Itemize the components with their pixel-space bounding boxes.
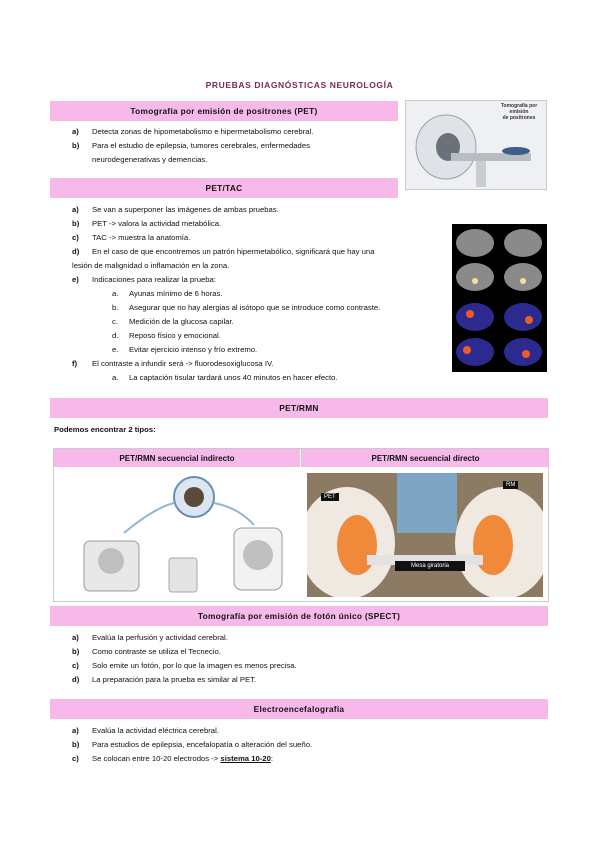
sub-list-item: b. Asegurar que no hay alergias al isótopo que se introduce como contraste. [112, 303, 381, 312]
photo-label-pet: PET [321, 493, 339, 501]
section-heading-eeg: Electroencefalografía [50, 699, 548, 719]
document-title: PRUEBAS DIAGNÓSTICAS NEUROLOGÍA [205, 80, 394, 90]
table-header-indirect: PET/RMN secuencial indirecto [54, 449, 300, 467]
spect-list [72, 631, 492, 687]
sistema-10-20-link[interactable]: sistema 10-20 [220, 754, 271, 763]
eeg-list [72, 724, 492, 766]
pet-rmn-intro: Podemos encontrar 2 tipos: [54, 425, 156, 434]
list-item: a) Evalúa la actividad eléctrica cerebral. [72, 726, 219, 735]
list-item: b) Para el estudio de epilepsia, tumores cerebrales, enfermedades [72, 141, 310, 150]
list-item: lesión de malignidad o inflamación en la zona. [72, 261, 230, 270]
list-item: b) PET -> valora la actividad metabólica. [72, 219, 222, 228]
sub-list-item: c. Medición de la glucosa capilar. [112, 317, 234, 326]
photo-label-rm: RM [503, 481, 518, 489]
list-item: c) TAC -> muestra la anatomía. [72, 233, 191, 242]
direct-scanner-photo [307, 473, 543, 597]
sub-list-item: d. Reposo físico y emocional. [112, 331, 221, 340]
list-item: b) Para estudios de epilepsia, encefalopatía o alteración del sueño. [72, 740, 313, 749]
section-heading-pet-tac: PET/TAC [50, 178, 398, 198]
table-header-direct: PET/RMN secuencial directo [301, 449, 549, 467]
sub-list-item: a. Ayunas mínimo de 6 horas. [112, 289, 223, 298]
direct-scanner-illustration [307, 473, 543, 597]
indirect-scanner-photo [74, 473, 284, 597]
list-item: f) El contraste a infundir será -> fluorodesoxiglucosa IV. [72, 359, 274, 368]
list-item: e) Indicaciones para realizar la prueba: [72, 275, 216, 284]
list-item: a) Evalúa la perfusión y actividad cerebral. [72, 633, 228, 642]
list-item: d) En el caso de que encontremos un patrón hipermetabólico, significará que hay una [72, 247, 375, 256]
scanner-illustration [406, 101, 546, 189]
list-item: c) Solo emite un fotón, por lo que la imagen es menos precisa. [72, 661, 297, 670]
section-heading-pet-rmn: PET/RMN [50, 398, 548, 418]
list-item: b) Como contraste se utiliza el Tecnecio. [72, 647, 221, 656]
photo-label-table: Mesa giratoria [395, 561, 465, 571]
section-heading-pet: Tomografía por emisión de positrones (PET) [50, 101, 398, 121]
pet-rmn-table [53, 448, 549, 602]
section-heading-spect: Tomografía por emisión de fotón único (SPECT) [50, 606, 548, 626]
photo-caption: Tomografía por emisión de positrones [500, 103, 538, 121]
indirect-scanner-illustration [74, 473, 284, 597]
list-item: neurodegenerativas y demencias. [92, 155, 208, 164]
sub-list-item: e. Evitar ejercicio intenso y frío extremo. [112, 345, 258, 354]
list-item: d) La preparación para la prueba es similar al PET. [72, 675, 257, 684]
pet-list [72, 125, 392, 167]
pet-tac-list [72, 203, 452, 385]
pet-tac-scan-images [452, 224, 547, 372]
list-item: a) Se van a superponer las imágenes de ambas pruebas. [72, 205, 279, 214]
list-item: a) Detecta zonas de hipometabolismo e hipermetabolismo cerebral. [72, 127, 314, 136]
pet-scanner-photo [405, 100, 547, 190]
list-item: c) Se colocan entre 10-20 electrodos -> sistema 10-20: [72, 754, 273, 763]
scan-grid-illustration [452, 224, 547, 372]
sub-list-item: a. La captación tisular tardará unos 40 minutos en hacer efecto. [112, 373, 338, 382]
